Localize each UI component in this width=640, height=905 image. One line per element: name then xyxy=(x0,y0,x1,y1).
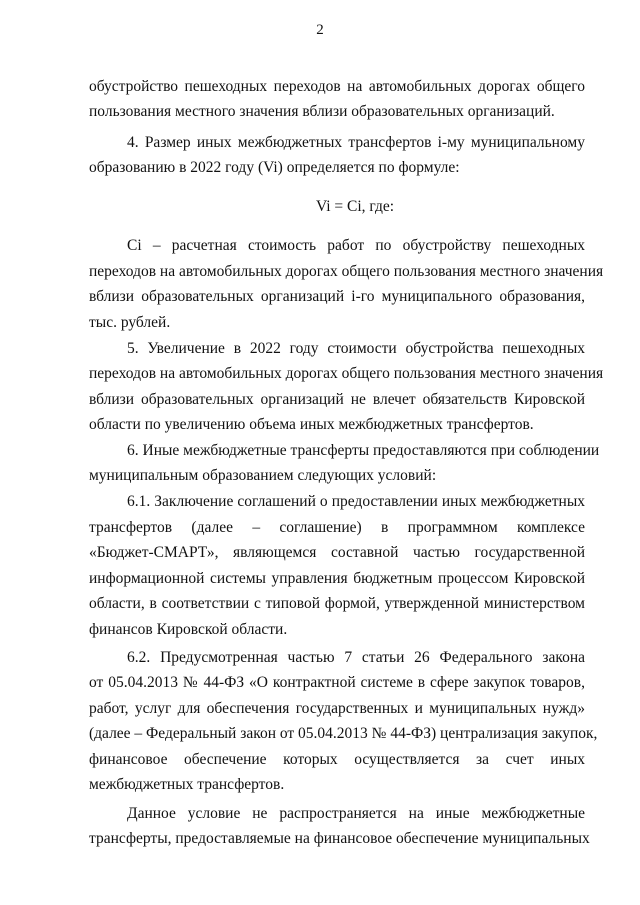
text-line: обустройство пешеходных переходов на автомобильных дорогах общего xyxy=(89,78,585,95)
text-line: вблизи образовательных организаций i-го муниципального образования, xyxy=(89,288,585,305)
text-line: области, в соответствии с типовой формой, утвержденной министерством xyxy=(89,595,585,612)
page-number: 2 xyxy=(316,22,324,38)
text-line: 6.1. Заключение соглашений о предоставлении иных межбюджетных xyxy=(127,493,585,510)
text-line: переходов на автомобильных дорогах общего пользования местного значения xyxy=(89,365,604,382)
text-line: 6.2. Предусмотренная частью 7 статьи 26 Федерального закона xyxy=(127,649,585,666)
text-line: вблизи образовательных организаций не влечет обязательств Кировской xyxy=(89,391,585,408)
text-line: финансов Кировской области. xyxy=(89,621,288,638)
text-line: трансферты, предоставляемые на финансовое обеспечение муниципальных xyxy=(89,830,590,847)
text-line: Данное условие не распространяется на иные межбюджетные xyxy=(127,805,585,822)
formula: Vi = Ci, где: xyxy=(315,198,395,215)
text-line: (далее – Федеральный закон от 05.04.2013 № 44-ФЗ) централизация закупок, xyxy=(89,725,598,742)
text-line: муниципальным образованием следующих условий: xyxy=(89,467,437,484)
text-line: области по увеличению объема иных межбюджетных трансфертов. xyxy=(89,416,534,433)
text-line: работ, услуг для обеспечения государственных и муниципальных нужд» xyxy=(89,700,585,717)
text-line: Ci – расчетная стоимость работ по обустройству пешеходных xyxy=(127,237,585,254)
text-line: трансфертов (далее – соглашение) в программном комплексе xyxy=(89,519,585,536)
text-line: 6. Иные межбюджетные трансферты предоставляются при соблюдении xyxy=(127,442,600,459)
text-line: пользования местного значения вблизи образовательных организаций. xyxy=(89,103,555,120)
text-line: межбюджетных трансфертов. xyxy=(89,776,285,793)
text-line: от 05.04.2013 № 44-ФЗ «О контрактной системе в сфере закупок товаров, xyxy=(89,674,585,691)
text-line: переходов на автомобильных дорогах общего пользования местного значения xyxy=(89,263,604,280)
text-line: финансовое обеспечение которых осуществляется за счет иных xyxy=(89,751,585,768)
text-line: тыс. рублей. xyxy=(89,314,171,331)
text-line: информационной системы управления бюджетным процессом Кировской xyxy=(89,570,585,587)
text-line: образованию в 2022 году (Vi) определяется по формуле: xyxy=(89,159,460,176)
text-line: 4. Размер иных межбюджетных трансфертов i-му муниципальному xyxy=(127,134,585,151)
text-line: 5. Увеличение в 2022 году стоимости обустройства пешеходных xyxy=(127,340,585,357)
text-line: «Бюджет-СМАРТ», являющемся составной частью государственной xyxy=(89,544,585,561)
